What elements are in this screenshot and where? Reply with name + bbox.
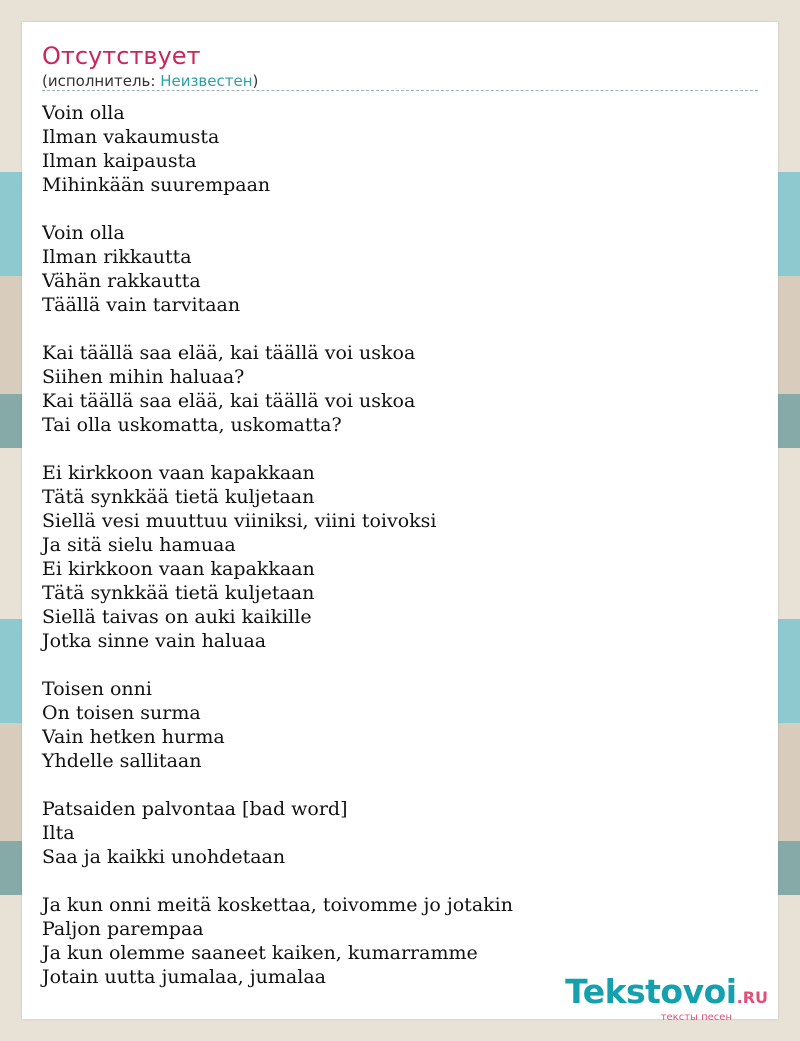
lyric-line: Paljon parempaa	[42, 918, 204, 940]
lyric-line: Täällä vain tarvitaan	[42, 294, 241, 316]
lyric-line: Tätä synkkää tietä kuljetaan	[42, 486, 315, 508]
lyric-line: Vain hetken hurma	[42, 726, 225, 748]
artist-suffix: )	[252, 72, 259, 90]
lyric-line: Ja kun onni meitä koskettaa, toivomme jo jotakin	[42, 894, 513, 916]
lyric-line: Toisen onni	[42, 678, 152, 700]
lyrics-text	[42, 101, 513, 989]
lyric-line: Saa ja kaikki unohdetaan	[42, 846, 286, 868]
lyric-line: Patsaiden palvontaa [bad word]	[42, 798, 348, 820]
lyric-line: Ilman vakaumusta	[42, 126, 220, 148]
logo-domain: .RU	[736, 988, 768, 1007]
lyric-line: Ja sitä sielu hamuaa	[42, 534, 236, 556]
logo-wordmark	[565, 974, 768, 1016]
divider	[42, 90, 758, 91]
lyric-line: Mihinkään suurempaan	[42, 174, 271, 196]
artist-prefix: (исполнитель:	[42, 72, 161, 90]
lyric-line: Tätä synkkää tietä kuljetaan	[42, 582, 315, 604]
lyrics-card	[22, 22, 778, 1023]
lyric-line: Jotain uutta jumalaa, jumalaa	[42, 966, 326, 988]
lyric-line: Ei kirkkoon vaan kapakkaan	[42, 558, 315, 580]
song-title: Отсутствует	[42, 42, 201, 70]
lyric-line: Tai olla uskomatta, uskomatta?	[42, 414, 342, 436]
lyric-line: Vähän rakkautta	[42, 270, 201, 292]
lyric-line: Ilta	[42, 822, 75, 844]
site-logo[interactable]	[565, 974, 768, 1023]
lyric-line: Kai täällä saa elää, kai täällä voi uskoa	[42, 342, 416, 364]
lyric-line: Voin olla	[42, 222, 125, 244]
lyric-line: On toisen surma	[42, 702, 201, 724]
lyric-line: Voin olla	[42, 102, 125, 124]
lyric-line: Jotka sinne vain haluaa	[42, 630, 267, 652]
lyric-line: Ja kun olemme saaneet kaiken, kumarramme	[42, 942, 478, 964]
lyric-line: Ei kirkkoon vaan kapakkaan	[42, 462, 315, 484]
lyric-line: Siellä taivas on auki kaikille	[42, 606, 312, 628]
logo-name: Tekstovoi	[565, 972, 737, 1011]
artist-line	[42, 72, 258, 90]
logo-tagline: тексты песен	[660, 1012, 732, 1023]
lyric-line: Siellä vesi muuttuu viiniksi, viini toivoksi	[42, 510, 437, 532]
lyric-line: Ilman rikkautta	[42, 246, 192, 268]
lyric-line: Yhdelle sallitaan	[42, 750, 202, 772]
lyric-line: Siihen mihin haluaa?	[42, 366, 245, 388]
lyric-line: Kai täällä saa elää, kai täällä voi uskoa	[42, 390, 416, 412]
lyric-line: Ilman kaipausta	[42, 150, 197, 172]
artist-link[interactable]: Неизвестен	[160, 72, 253, 90]
